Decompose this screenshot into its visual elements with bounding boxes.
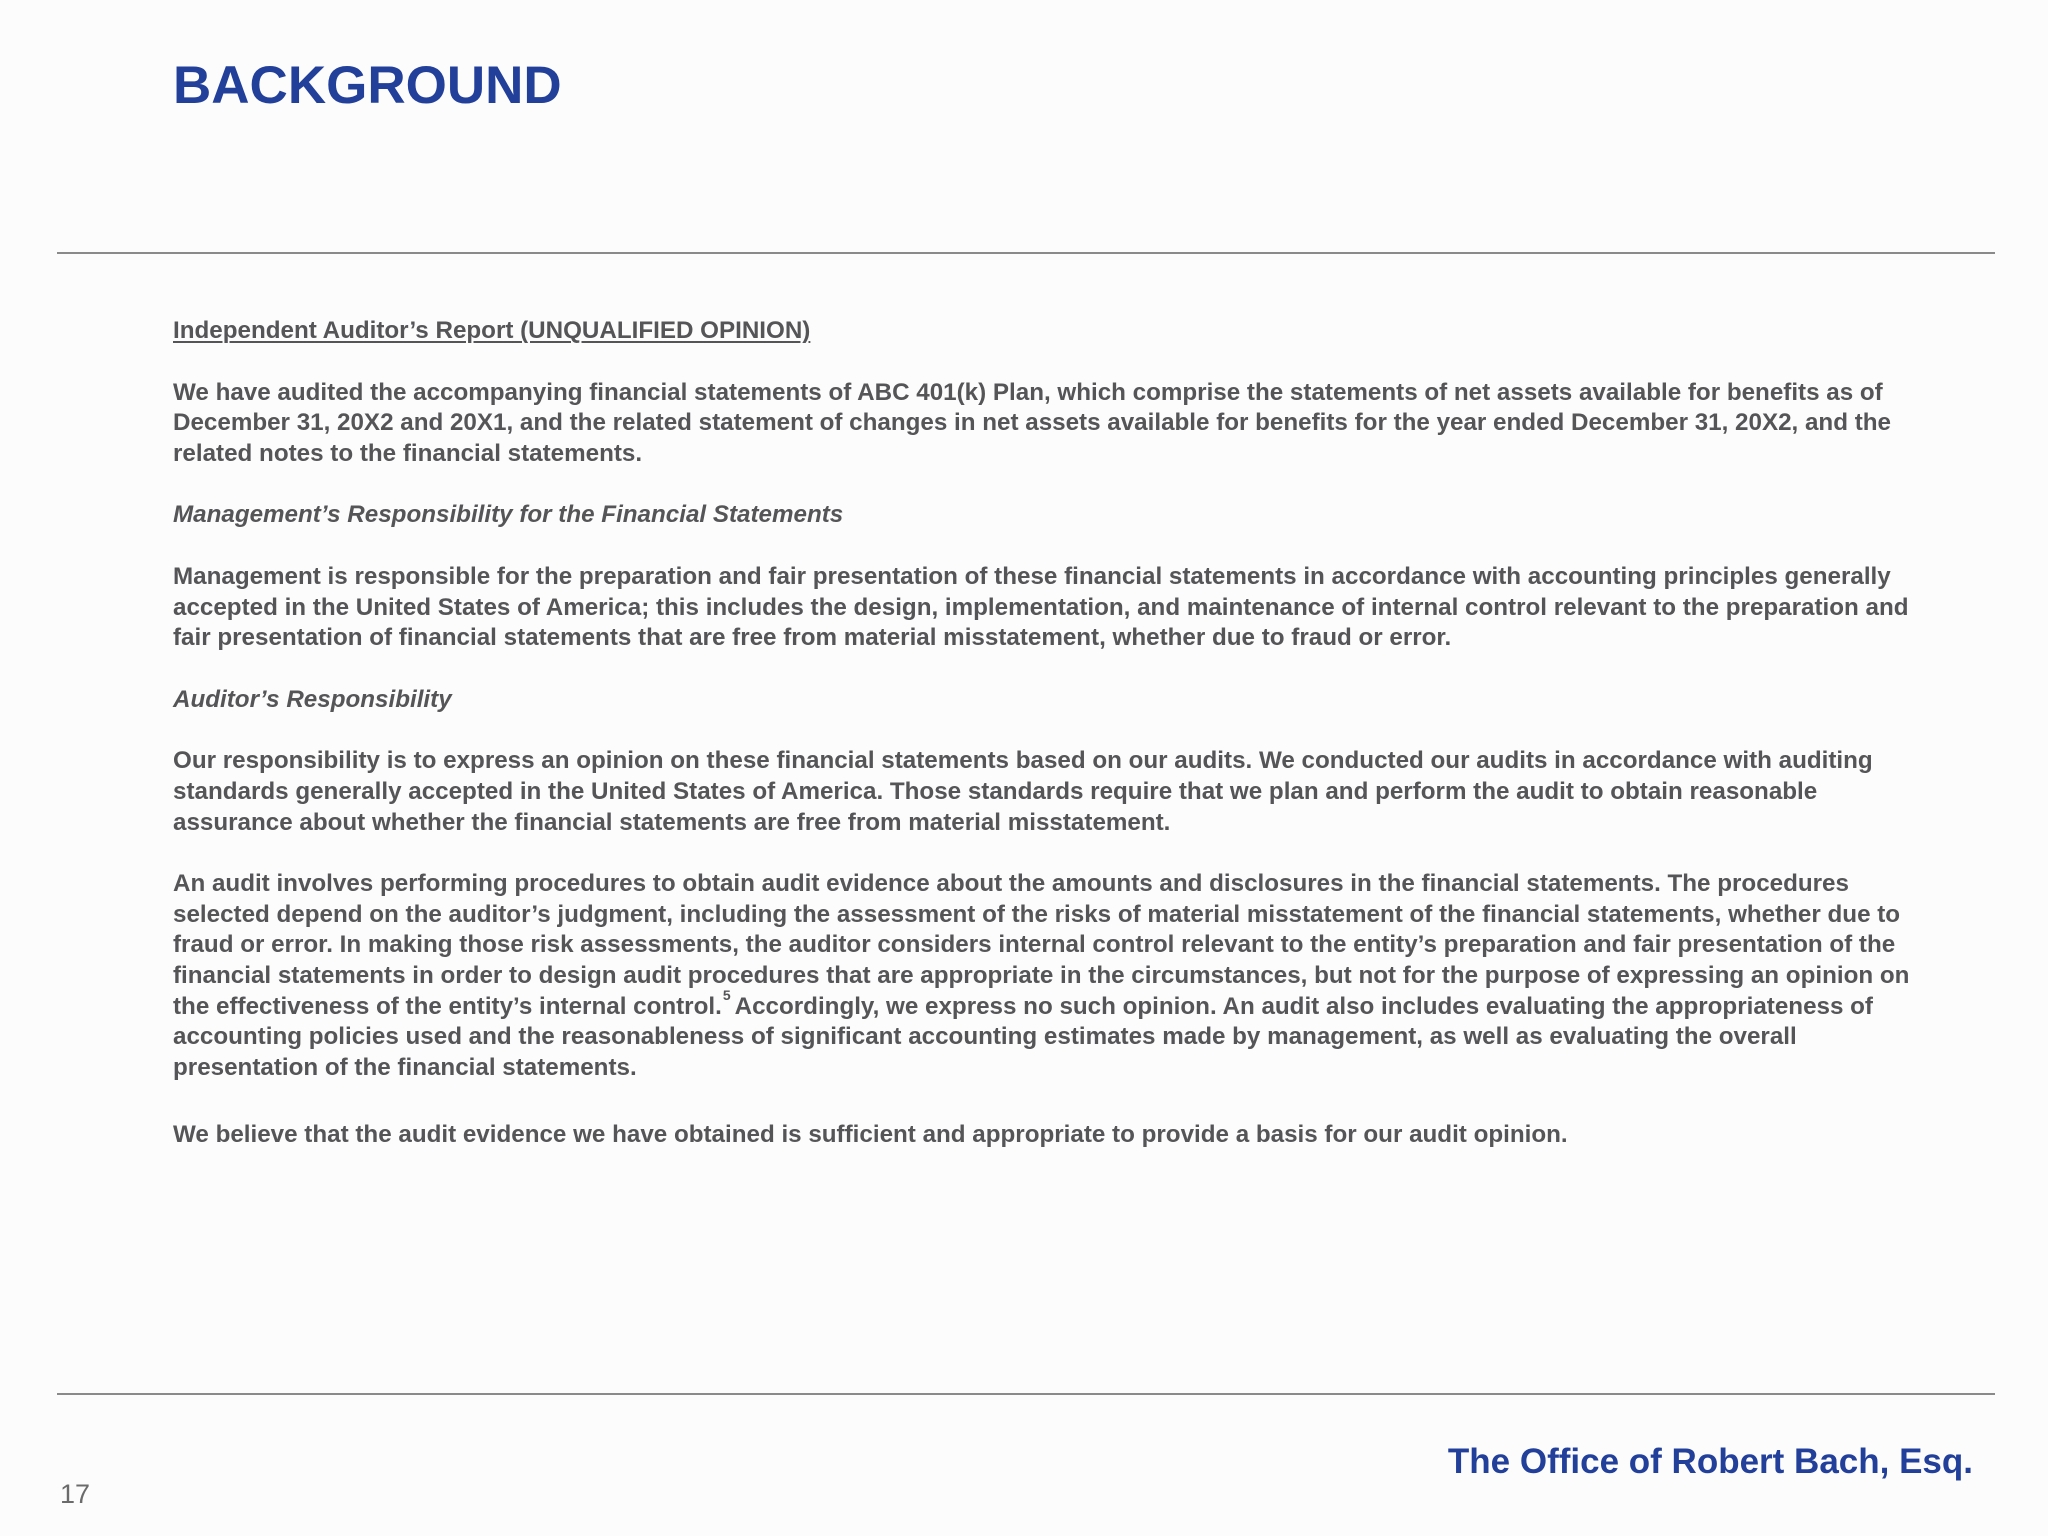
bottom-divider (57, 1393, 1995, 1395)
page-number: 17 (60, 1479, 91, 1509)
slide-title: BACKGROUND (173, 56, 562, 115)
auditor-responsibility-paragraph: Our responsibility is to express an opinion on these financial statements based on our audits. We conducted our audits in accordance with auditing standards generally accepted in the United States of America. Those standards require that we plan and perform the audit to obtain reasonable assurance about whether the financial statements are free from material misstatement. (173, 747, 1873, 836)
management-responsibility-heading: Management’s Responsibility for the Financial Statements (173, 501, 844, 529)
management-responsibility-paragraph: Management is responsible for the preparation and fair presentation of these financial statements in accordance with accounting principles generally accepted in the United States of America; this includes the design, implementation, and maintenance of internal control relevant to the preparation and fair presentation of financial statements that are free from material misstatement, whether due to fraud or error. (173, 562, 1909, 652)
audit-evidence-paragraph: We believe that the audit evidence we have obtained is sufficient and appropriate to provide a basis for our audit opinion. (173, 1121, 1568, 1149)
auditor-responsibility-heading: Auditor’s Responsibility (173, 685, 452, 713)
intro-paragraph: We have audited the accompanying financial statements of ABC 401(k) Plan, which comprise the statements of net assets available for benefits as of December 31, 20X2 and 20X1, and the related statement of changes in net assets available for benefits for the year ended December 31, 20X2, and the related notes to the financial statements. (173, 378, 1891, 467)
audit-procedures-text-part1: An audit involves performing procedures to obtain audit evidence about the amounts and disclosures in the financial statements. The procedures selected depend on the auditor’s judgment, including the assessment of the risks of material misstatement of the financial statements, whether due to fraud or error. In making those risk assessments, the auditor considers internal control relevant to the entity’s preparation and fair presentation of the financial statements in order to design audit procedures that are appropriate in the circumstances, but not for the purpose of expressing an opinion on the effectiveness of the entity’s internal control. (173, 870, 1910, 1020)
report-body (173, 316, 1913, 1151)
audit-procedures-paragraph (173, 869, 1913, 1083)
top-divider (57, 252, 1995, 254)
footnote-marker: 5 (722, 986, 731, 1003)
report-heading: Independent Auditor’s Report (UNQUALIFIED OPINION) (173, 317, 811, 344)
footer-organization: The Office of Robert Bach, Esq. (1447, 1442, 1973, 1481)
audit-procedures-text-part2: Accordingly, we express no such opinion. An audit also includes evaluating the appropriateness of accounting policies used and the reasonableness of significant accounting estimates made by management, as well as evaluating the overall presentation of the financial statements. (173, 992, 1873, 1081)
